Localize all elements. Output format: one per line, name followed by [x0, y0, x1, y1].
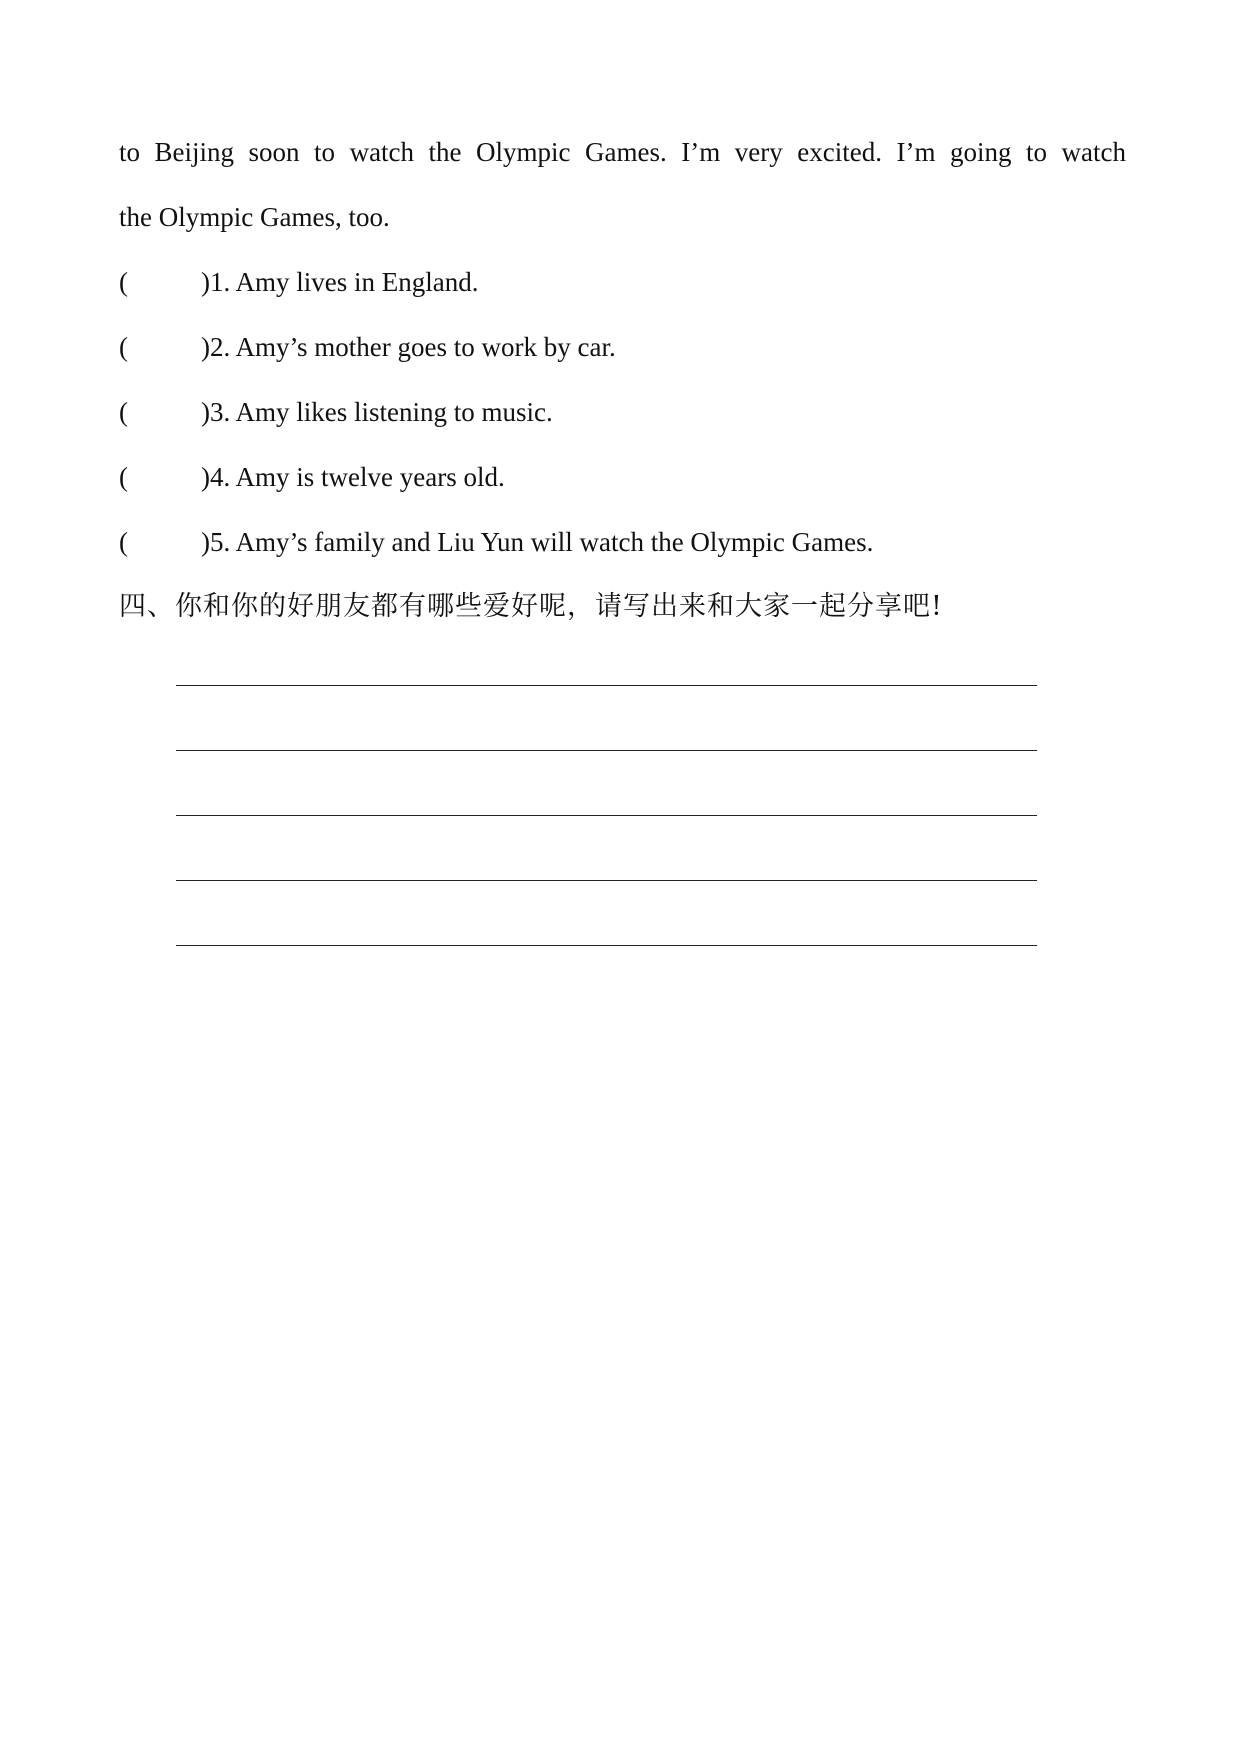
writing-line-1[interactable] [176, 685, 1037, 686]
answer-blank-3[interactable]: ( [119, 397, 128, 427]
statement-4: )4. Amy is twelve years old. [201, 462, 505, 492]
passage-line-1: to Beijing soon to watch the Olympic Games. I’m very excited. I’m going to watch [119, 137, 1126, 167]
statement-3: )3. Amy likes listening to music. [201, 397, 553, 427]
answer-blank-1[interactable]: ( [119, 267, 128, 297]
true-false-item-2 [119, 330, 616, 364]
statement-2: )2. Amy’s mother goes to work by car. [201, 332, 616, 362]
true-false-item-5 [119, 525, 873, 559]
true-false-item-1 [119, 265, 478, 299]
passage-line-2: the Olympic Games, too. [119, 202, 390, 232]
answer-blank-4[interactable]: ( [119, 462, 128, 492]
statement-1: )1. Amy lives in England. [201, 267, 479, 297]
answer-blank-2[interactable]: ( [119, 332, 128, 362]
answer-blank-5[interactable]: ( [119, 527, 128, 557]
writing-line-4[interactable] [176, 880, 1037, 881]
true-false-item-3 [119, 395, 553, 429]
statement-5: )5. Amy’s family and Liu Yun will watch the Olympic Games. [201, 527, 874, 557]
writing-line-3[interactable] [176, 815, 1037, 816]
writing-line-2[interactable] [176, 750, 1037, 751]
true-false-item-4 [119, 460, 505, 494]
section-four-heading: 四、你和你的好朋友都有哪些爱好呢，请写出来和大家一起分享吧! [119, 591, 943, 622]
writing-line-5[interactable] [176, 945, 1037, 946]
